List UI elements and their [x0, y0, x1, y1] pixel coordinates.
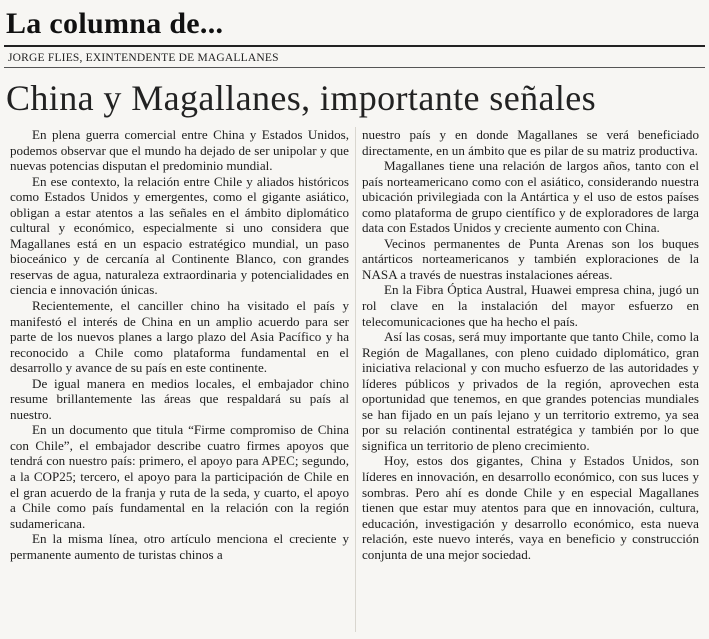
header-rule	[4, 45, 705, 47]
paragraph: Así las cosas, será muy importante que tanto Chile, como la Región de Magallanes, con pleno cuidado diplomático, gran iniciativa relacional y con mucho esfuerzo de las autoridades y líderes públicos y privados de la región, aprovechen esta oportunidad que tenemos, en que grandes potencias mundiales se han fijado en un país lejano y un territorio extremo, ya sea por su relación continental estratégica y también por lo que significa un territorio de pleno crecimiento.	[362, 329, 699, 453]
article-column-left	[10, 127, 349, 562]
paragraph-continued: nuestro país y en donde Magallanes se verá beneficiado directamente, en un ámbito que es pilar de su matriz productiva.	[362, 127, 699, 158]
article-column-right	[362, 127, 699, 562]
paragraph: Vecinos permanentes de Punta Arenas son los buques antárticos norteamericanos y también exploraciones de la NASA a través de nuestras instalaciones aéreas.	[362, 235, 699, 282]
paragraph: En un documento que titula “Firme compromiso de China con Chile”, el embajador describe cuatro firmes apoyos que tendrá con nuestro país: primero, el apoyo para APEC; segundo, a la COP25; tercero, el apoyo para la participación de Chile en el gran acuerdo de la franja y ruta de la seda, y cuarto, el apoyo a Chile como país fundamental en la relación con la región sudamericana.	[10, 422, 349, 531]
paragraph: En la misma línea, otro artículo menciona el creciente y permanente aumento de turistas chinos a	[10, 531, 349, 562]
paragraph: De igual manera en medios locales, el embajador chino resume brillantemente las áreas que respaldará su país al nuestro.	[10, 375, 349, 422]
paragraph: En la Fibra Óptica Austral, Huawei empresa china, jugó un rol clave en la instalación del mayor esfuerzo en telecomunicaciones que ha hecho el país.	[362, 282, 699, 329]
byline-rule	[4, 67, 705, 68]
byline: JORGE FLIES, EXINTENDENTE DE MAGALLANES	[8, 52, 279, 64]
paragraph: Hoy, estos dos gigantes, China y Estados Unidos, son líderes en innovación, en desarrollo económico, con sus luces y sombras. Pero ahí es donde Chile y en especial Magallanes tienen que estar muy atentos para que en innovación, cultura, educación, investigación y desarrollo económico, esta nueva relación, este nuevo interés, vaya en beneficio y construcción conjunta de una mejor sociedad.	[362, 453, 699, 562]
paragraph: En ese contexto, la relación entre Chile y aliados históricos como Estados Unidos y emergentes, como el gigante asiático, obligan a estar atentos a las señales en el ámbito diplomático cultural y económico, especialmente si uno considera que Magallanes está en un espacio estratégico mundial, un paso bioceánico y de cercanía al Continente Blanco, con grandes reservas de agua, naturaleza extraordinaria y potencialidades en ciencia e innovación únicas.	[10, 173, 349, 298]
column-divider	[355, 127, 356, 632]
paragraph: Recientemente, el canciller chino ha visitado el país y manifestó el interés de China en un amplio acuerdo para ser parte de los nuevos planes a largo plazo del Asia Pacífico y ha reconocido a Chile como plataforma fundamental en el desarrollo y avance de su país en este continente.	[10, 298, 349, 376]
article-headline: China y Magallanes, importante señales	[6, 78, 597, 118]
paragraph: En plena guerra comercial entre China y Estados Unidos, podemos observar que el mundo ha dejado de ser unipolar y que nuevas potencias disputan el predominio mundial.	[10, 127, 349, 174]
section-header: La columna de...	[6, 7, 224, 40]
paragraph: Magallanes tiene una relación de largos años, tanto con el país norteamericano como con el asiático, considerando nuestra ubicación privilegiada con la Antártica y el uso de estos países como plataforma de grupo científico y de exploradores de larga data con Estados Unidos y creciente aumento con China.	[362, 158, 699, 236]
